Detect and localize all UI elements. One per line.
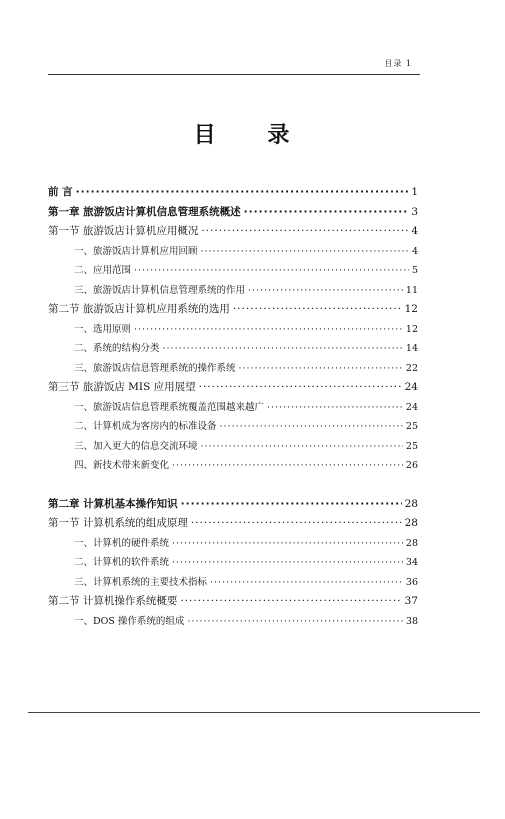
toc-entry-label: 第一节 旅游饭店计算机应用概况: [48, 225, 199, 237]
toc-entry-item[interactable]: [48, 339, 418, 359]
toc-entry-label: 第二节 计算机操作系统概要: [48, 595, 178, 607]
toc-entry-page-number: 4: [411, 225, 418, 237]
toc-entry-item[interactable]: [48, 417, 418, 437]
toc-entry-label: 一、旅游饭店计算机应用回顾: [74, 245, 198, 257]
toc-gap: [48, 476, 418, 495]
toc-entry-item[interactable]: [48, 242, 418, 262]
toc-entry-item[interactable]: [48, 398, 418, 418]
toc-dot-leader: [199, 378, 402, 398]
table-of-contents: [48, 183, 418, 631]
toc-entry-label: 第二节 旅游饭店计算机应用系统的选用: [48, 303, 230, 315]
toc-dot-leader: [201, 222, 408, 242]
toc-dot-leader: [239, 359, 403, 379]
toc-entry-label: 第一章 旅游饭店计算机信息管理系统概述: [48, 205, 241, 218]
toc-entry-page-number: 26: [405, 460, 418, 471]
toc-entry-item[interactable]: [48, 261, 418, 281]
toc-entry-label: 二、应用范围: [74, 265, 132, 276]
toc-entry-page-number: 28: [405, 537, 418, 549]
toc-entry-item[interactable]: [48, 534, 418, 554]
toc-entry-page-number: 5: [411, 265, 418, 276]
toc-entry-label: 三、旅游饭店计算机信息管理系统的作用: [74, 284, 246, 296]
footer-rule: [28, 712, 480, 713]
toc-dot-leader: [267, 398, 403, 418]
toc-entry-page-number: 12: [404, 303, 418, 315]
toc-dot-leader: [201, 437, 403, 457]
toc-entry-label: 第一节 计算机系统的组成原理: [48, 517, 188, 529]
toc-entry-page-number: 11: [405, 284, 418, 296]
toc-dot-leader: [187, 612, 402, 632]
toc-dot-leader: [76, 183, 409, 203]
toc-entry-chapter[interactable]: [48, 203, 418, 223]
toc-entry-chapter[interactable]: [48, 495, 418, 515]
toc-entry-section[interactable]: [48, 592, 418, 612]
toc-entry-chapter[interactable]: [48, 183, 418, 203]
toc-entry-page-number: 22: [405, 362, 418, 374]
toc-entry-label: 二、系统的结构分类: [74, 343, 160, 354]
toc-entry-label: 一、计算机的硬件系统: [74, 537, 170, 549]
toc-dot-leader: [210, 573, 403, 593]
toc-dot-leader: [134, 320, 403, 340]
toc-entry-item[interactable]: [48, 281, 418, 301]
toc-entry-label: 二、计算机的软件系统: [74, 557, 170, 568]
toc-entry-label: 四、新技术带来新变化: [74, 460, 170, 471]
toc-entry-page-number: 25: [405, 421, 418, 432]
toc-entry-item[interactable]: [48, 359, 418, 379]
toc-dot-leader: [220, 417, 403, 437]
toc-entry-page-number: 38: [405, 615, 418, 627]
toc-entry-item[interactable]: [48, 573, 418, 593]
toc-entry-item[interactable]: [48, 612, 418, 632]
toc-entry-page-number: 34: [405, 557, 418, 568]
toc-dot-leader: [180, 592, 401, 612]
toc-entry-label: 三、加入更大的信息交流环境: [74, 440, 198, 452]
running-head-text: 目录 1: [384, 59, 412, 68]
page-title: 目 录: [193, 123, 312, 148]
toc-entry-page-number: 4: [411, 245, 418, 257]
toc-entry-label: 一、DOS 操作系统的组成: [74, 615, 185, 627]
toc-entry-item[interactable]: [48, 553, 418, 573]
toc-entry-section[interactable]: [48, 300, 418, 320]
toc-dot-leader: [172, 553, 403, 573]
toc-dot-leader: [244, 203, 409, 223]
toc-entry-section[interactable]: [48, 514, 418, 534]
toc-entry-page-number: 25: [405, 440, 418, 452]
toc-entry-page-number: 36: [405, 576, 418, 588]
toc-dot-leader: [248, 281, 403, 301]
toc-entry-page-number: 37: [404, 595, 418, 607]
toc-entry-item[interactable]: [48, 437, 418, 457]
toc-entry-page-number: 14: [405, 343, 418, 354]
toc-dot-leader: [233, 300, 402, 320]
toc-dot-leader: [181, 495, 402, 515]
toc-entry-label: 前 言: [48, 186, 73, 198]
toc-entry-label: 第三节 旅游饭店 MIS 应用展望: [48, 381, 196, 393]
toc-entry-label: 三、计算机系统的主要技术指标: [74, 576, 208, 588]
toc-dot-leader: [201, 242, 409, 262]
toc-entry-page-number: 28: [404, 497, 418, 510]
toc-entry-item[interactable]: [48, 320, 418, 340]
toc-entry-page-number: 3: [411, 205, 418, 218]
toc-dot-leader: [163, 339, 403, 359]
running-header: [48, 58, 420, 75]
toc-dot-leader: [172, 456, 403, 476]
toc-dot-leader: [191, 514, 402, 534]
toc-entry-item[interactable]: [48, 456, 418, 476]
toc-entry-section[interactable]: [48, 222, 418, 242]
toc-entry-page-number: 24: [405, 401, 418, 413]
toc-entry-page-number: 12: [405, 323, 418, 335]
toc-entry-label: 三、旅游饭店信息管理系统的操作系统: [74, 362, 236, 374]
toc-entry-page-number: 24: [404, 381, 418, 393]
toc-entry-label: 一、选用原则: [74, 323, 132, 335]
toc-entry-section[interactable]: [48, 378, 418, 398]
toc-dot-leader: [172, 534, 403, 554]
toc-entry-page-number: 28: [404, 517, 418, 529]
toc-entry-label: 第二章 计算机基本操作知识: [48, 497, 178, 510]
toc-dot-leader: [134, 261, 409, 281]
toc-entry-label: 二、计算机成为客房内的标准设备: [74, 421, 217, 432]
toc-entry-label: 一、旅游饭店信息管理系统覆盖范围越来越广: [74, 401, 265, 413]
toc-entry-page-number: 1: [411, 186, 418, 198]
